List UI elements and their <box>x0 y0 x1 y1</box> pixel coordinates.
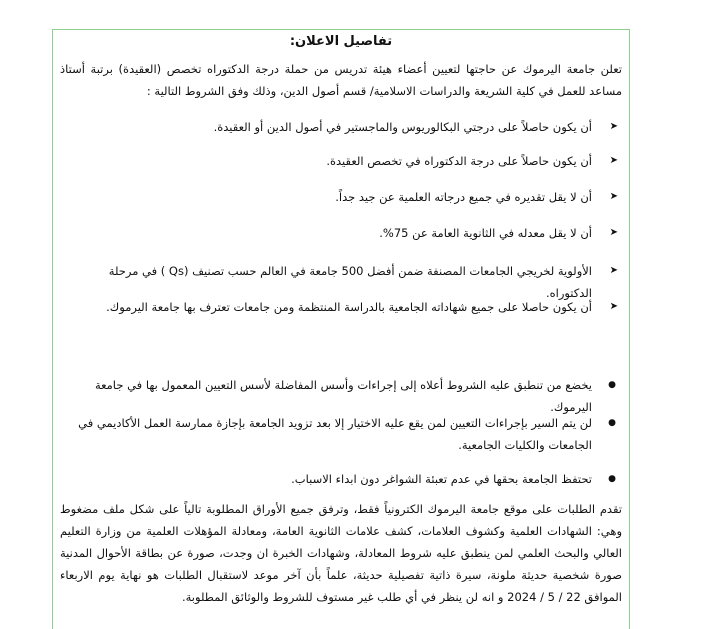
intro-paragraph: تعلن جامعة اليرموك عن حاجتها لتعيين أعضاء هيئة تدريس من حملة درجة الدكتوراه تخصص (العقيدة) برتبة أستاذ مساعد للعمل في كلية الشريعة والدراسات الاسلامية/ قسم أصول الدين، وذلك وفق الشروط التالية : <box>60 62 622 98</box>
condition-item: ➤ أن يكون حاصلاً على درجة الدكتوراه في تخصص العقيدة. <box>60 150 620 172</box>
condition-item: ➤ أن يكون حاصلاً على درجتي البكالوريوس والماجستير في أصول الدين أو العقيدة. <box>60 116 620 138</box>
note-item: ● لن يتم السير بإجراءات التعيين لمن يقع عليه الاختيار إلا بعد تزويد الجامعة بإجازة ممارسة العمل الأكاديمي في الجامعات والكليات الجامعية. <box>60 412 620 456</box>
condition-item: ➤ أن لا يقل تقديره في جميع درجاته العلمية عن جيد جداً. <box>60 186 620 208</box>
note-item: ● تحتفظ الجامعة بحقها في عدم تعبئة الشواغر دون ابداء الاسباب. <box>60 468 620 490</box>
condition-item: ➤ أن يكون حاصلا على جميع شهاداته الجامعية بالدراسة المنتظمة ومن جامعات تعترف بها جامعة اليرموك. <box>60 296 620 318</box>
announcement-title: تفاصيل الاعلان: <box>289 34 393 49</box>
condition-item: ➤ الأولوية لخريجي الجامعات المصنفة ضمن أفضل 500 جامعة في العالم حسب تصنيف (Qs ) في مرحلة الدكتوراه. <box>60 260 620 304</box>
closing-paragraph: تقدم الطلبات على موقع جامعة اليرموك الكترونياً فقط، وترفق جميع الأوراق المطلوبة تالياً على شكل ملف مضغوط وهي: الشهادات العلمية وكشوف العلامات، كشف علامات الثانوية العامة، ومعادلة المؤهلات العلمية من وزارة التعليم العالي والبحث العلمي لمن ينطبق عليه شروط المعادلة، وشهادات الخبرة ان وجدت، صورة عن بطاقة الأحوال المدنية صورة شخصية حديثة ملونة، سيرة ذاتية تفصيلية حديثة، علماً بأن آخر موعد لاستقبال الطلبات هو نهاية يوم الاربعاء الموافق 22 / 5 / 2024 و انه لن ينظر في أي طلب غير مستوف للشروط والوثائق المطلوبة. <box>60 502 622 604</box>
note-item: ● يخضع من تنطبق عليه الشروط أعلاه إلى إجراءات وأسس المفاضلة لأسس التعيين المعمول بها في جامعة اليرموك. <box>60 374 620 418</box>
condition-item: ➤ أن لا يقل معدله في الثانوية العامة عن 75%. <box>60 222 620 244</box>
